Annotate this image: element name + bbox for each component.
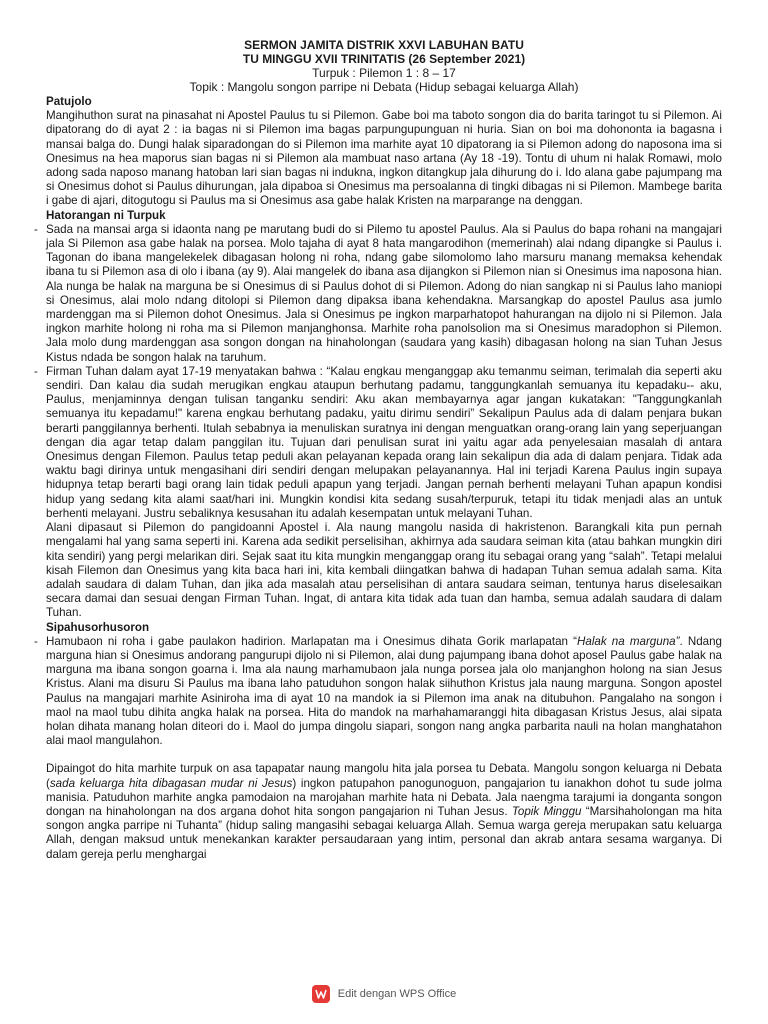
- paragraph-hatorangan-1: - Sada na mansai arga si idaonta nang pe marutang budi do si Pilemo tu apostel Paulus. Ala si Paulus do bapa rohani na mangajari jala Si Pilemon asa gabe halak na porsea. Molo tajaha di ayat 8 hata mangarodihon (memerinah) alai ndang dipangke si Paulus i. Tagonan do ibana mangelekelek dibagasan holong ni roha, ndang gabe silomolomo laho marsuru manang memaksa kehendak ibana tu si Pilemon asa di olo i ibana (ay 9). Alai mangelek do ibana asa dijangkon si Pilemon nian si Onesimus ima naposona hian. Ala nunga be halak na marguna be si Onesimus di si Paulus dohot di si Pilemon. Adong do nian sangkap ni si Paulus laho maniopi si Onesimus, alai molo ndang ditolopi si Pilemon dang dipaksa ibana kehendakna. Marsangkap do apostel Paulus asa jumlo mardenggan ma si Pilemon dohot Onesimus. Jala si Onesimus pe ingkon marparhatopot hahurangan na dijolo ni si Pilemon. Jala ingkon marhite holong ni roha ma si Pilemon manjanghonsa. Marhite roha panolsolion ma si Onesimus maradophon si Pilemon. Jala molo dung mardenggan asa songon dongan na hinaholongan (saudara yang kasih) dibagasan holong na sian Tuhan Jesus Kistus ndada be songon halak na taruhum.: [46, 223, 722, 365]
- paragraph-closing: [46, 762, 722, 861]
- text-segment: Dipaingot do hita marhite turpuk on asa tapapatar naung mangolu hita jala porsea tu Debata. Mangolu songon keluarga ni Debata (: [46, 762, 722, 790]
- italic-segment: sada keluarga hita dibagasan mudar ni Jesus: [49, 776, 293, 790]
- paragraph-hatorangan-3: Alani dipasaut si Pilemon do pangidoanni Apostel i. Ala naung mangolu nasida di hakristenon. Barangkali kita pun pernah mengalami hal yang sama seperti ini. Karena ada sedikit perselisihan, akhirnya ada saudara seiman kita (atau bahkan mungkin diri kita sendiri) yang pergi melarikan diri. Sejak saat itu kita mungkin menganggap orang itu sebagai orang yang “salah”. Tetapi melalui kisah Filemon dan Onesimus yang kita baca hari ini, kita kembali diingatkan bahwa di hadapan Tuhan semua adalah sama. Kita adalah saudara di dalam Tuhan, dan jika ada masalah atau perselisihan di antara saudara seiman, tentunya harus diselesaikan secara damai dan sesuai dengan Firman Tuhan. Ingat, di antara kita tidak ada tuan dan hamba, semua adalah saudara di dalam Tuhan.: [46, 521, 722, 620]
- wps-office-icon: [312, 985, 330, 1003]
- wps-footer-label: Edit dengan WPS Office: [337, 988, 457, 1000]
- document-title: SERMON JAMITA DISTRIK XXVI LABUHAN BATU: [244, 38, 524, 52]
- text-segment: “Marsihaholongan ma hita songon angka parripe ni Tuhanta” (hidup saling mangasihi sebagai keluarga Allah. Semua warga gereja merupakan satu keluarga Allah, dengan maksud untuk menekankan karakter persaudaraan yang intim, personal dan akrab antara sesama warganya. Di dalam gereja perlu menghargai: [46, 804, 722, 861]
- section-title-patujolo: Patujolo: [46, 95, 92, 108]
- document-subtitle: TU MINGGU XVII TRINITATIS (26 September 2021): [242, 52, 526, 66]
- text-segment: ) ingkon patupahon panogunoguon, pangajarion tu ianakhon dohot tu sude jolma manisia. Patuduhon marhite angka pamodaion na marojahan marhite hata ni Debata. Jala naengma tarajumi ia donganta songon dongan na hinaholongan na dos argana dohot hita songon pangajarion ni Tuhan Jesus.: [46, 776, 722, 818]
- italic-segment: Halak na marguna”: [577, 634, 680, 648]
- paragraph-patujolo: Mangihuthon surat na pinasahat ni Apostel Paulus tu si Pilemon. Gabe boi ma taboto songon dia do barita taringot tu si Pilemon. Ai dipatorang do di ayat 2 : ia bagas ni si Pilemon ima bagas parpungupunguan ni huria. Sian on boi ma dohononta ia bagasna i mansai balga do. Dungi halak siparadongan do si Pilemon ima marhite ayat 10 dipatorang ia si Pilemon adong do naposona ima si Onesimus na hea maporus sian bagas ni si Pilemon ala mambuat naso artana (Ay 18 -19). Tontu di uhum ni halak Romawi, molo adong sada naposo manang hatoban lari sian bagas ni indukna, ingkon ditangkup jala dihurung do i. Ido alana gabe pajumpang ma si Onesimus dohot si Paulus dihurungan, jala dipaboa si Onesimus ma persoalanna di tingki dibagas ni si Pilemon. Mambege barita i gabe di ajari, ditogutogu si Paulus ma si Onesimus asa gabe halak Kristen na marparange na denggan.: [46, 109, 722, 208]
- document-body: [46, 95, 722, 862]
- paragraph-hatorangan-2: - Firman Tuhan dalam ayat 17-19 menyatakan bahwa : “Kalau engkau menganggap aku temanmu seiman, terimalah dia seperti aku sendiri. Dan kalau dia sudah merugikan engkau ataupun berhutang padamu, tanggungkanlah semuanya itu kepadaku-- aku, Paulus, menjaminnya dengan tulisan tanganku sendiri: Aku akan membayarnya agar jangan kukatakan: "Tanggungkanlah semuanya itu kepadamu!" karena engkau berhutang padaku, yaitu dirimu sendiri” Sekalipun Paulus ada di dalam penjara bukan berarti panggilannya berhenti. Itulah sebabnya ia menuliskan suratnya ini dengan menguatkan orang-orang lain yang seperjuangan dengan dia agar tetap dalam panggilan itu. Tujuan dari penulisan surat ini yaitu agar ada penyelesaian masalah di antara Onesimus dengan Filemon. Paulus tetap peduli akan pelayanan kepada orang lain sekalipun dia ada di dalam penjara. Tidak ada waktu bagi dirinya untuk mengasihani diri sendiri dengan melupakan pelayanannya. Hal ini terjadi Karena Paulus ingin supaya hidupnya tetap berarti bagi orang lain tidak peduli apapun yang terjadi. Jangan pernah berhenti melayani Tuhan apapun kondisi hidup yang sedang kita alami saat/hari ini. Mungkin kondisi kita sedang susah/terpuruk, tetapi itu tidak menjadi alas an untuk berhenti melayani. Justru sebaliknya kesusahan itu adalah kesempatan untuk melayani Tuhan.: [46, 365, 722, 521]
- wps-footer[interactable]: [0, 985, 768, 1003]
- scripture-reference: Turpuk : Pilemon 1 : 8 – 17: [312, 66, 456, 80]
- paragraph-sipahusor-1: [46, 635, 722, 749]
- sermon-topic: Topik : Mangolu songon parripe ni Debata (Hidup sebagai keluarga Allah): [189, 80, 579, 94]
- italic-segment: Topik Minggu: [511, 804, 582, 818]
- section-title-sipahusor: Sipahusorhusoron: [46, 620, 150, 634]
- paragraph-spacer: [46, 748, 722, 762]
- text-segment: Hamubaon ni roha i gabe paulakon hadirion. Marlapatan ma i Onesimus dihata Gorik marlapatan “: [46, 634, 577, 648]
- section-title-hatorangan: Hatorangan ni Turpuk: [46, 208, 166, 222]
- text-segment: . Ndang marguna hian si Onesimus andorang pangurupi dijolo ni si Pilemon, alai dung pajumpang ibana dohot aposel Paulus gabe halak na marguna ma ibana songon goarna i. Ima ala naung marhamubaon jala nunga porsea jala olo manjanghon holong na sian Jesus Kristus. Alani ma disuru Si Paulus ma ibana laho patuduhon songon halak siihuthon Kristus jala naung marguna. Songon apostel Paulus na mangajari marhite Asiniroha ima di ayat 10 na mandok ia si Pilemon ima anak na ditubuhon. Pangalaho na songon i maol na maol tubu dihita angka halak na porsea. Hita do mandok na marhahamaranggi hita dibagasan Kristus Jesus, alai sipata holan dihata manang holan diteori do i. Maol do jumpa dingolu siapari, songon nang angka parbarita nauli na holan manghatahon alai maol mangulahon.: [46, 634, 723, 748]
- document-header: [46, 38, 722, 94]
